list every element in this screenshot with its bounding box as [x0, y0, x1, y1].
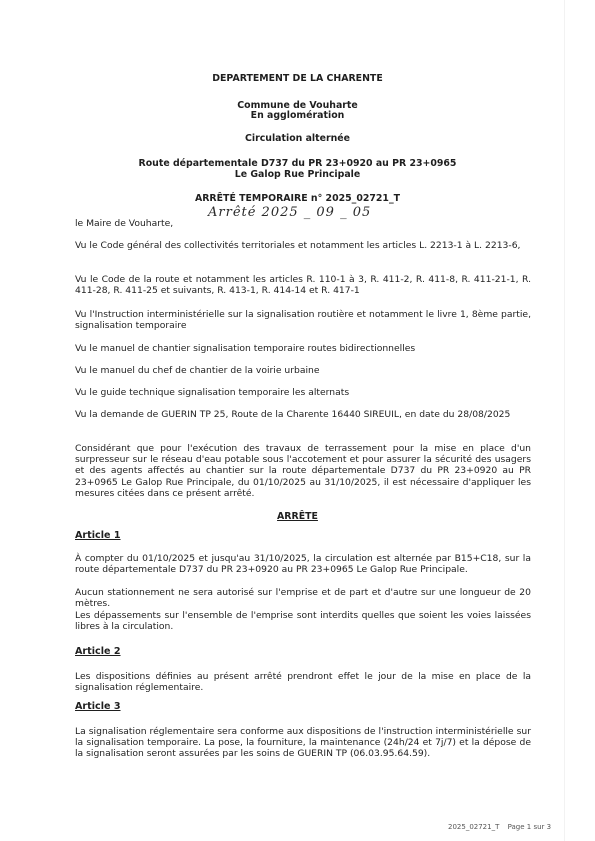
page-footer	[448, 823, 557, 831]
footer-reference: 2025_02721_T	[448, 823, 500, 831]
vu-paragraph: Vu le manuel du chef de chantier de la voirie urbaine	[75, 365, 320, 376]
scan-edge	[564, 0, 565, 841]
arrete-title: ARRÊTÉ TEMPORAIRE n° 2025_02721_T	[194, 193, 401, 204]
article-3-title: Article 3	[75, 701, 121, 712]
commune-name: Commune de Vouharte	[237, 100, 358, 111]
vu-paragraph: Vu la demande de GUERIN TP 25, Route de la Charente 16440 SIREUIL, en date du 28/08/2025	[75, 409, 511, 420]
article-1-title: Article 1	[75, 530, 121, 541]
article-3-paragraph: La signalisation réglementaire sera conforme aux dispositions de l'instruction interministérielle sur la signalisation temporaire. La pose, la fourniture, la maintenance (24h/24 et 7j/7) et la dépose de la signalisation seront assurées par les soins de GUERIN TP (06.03.95.64.59).	[75, 726, 531, 760]
vu-paragraph: Vu le manuel de chantier signalisation temporaire routes bidirectionnelles	[75, 343, 416, 354]
considerant-paragraph: Considérant que pour l'exécution des travaux de terrassement pour la mise en place d'un surpresseur sur le réseau d'eau potable sous l'accotement et pour assurer la sécurité des usagers et des agents affectés au chantier sur la route départementale D737 du PR 23+0920 au PR 23+0965 Le Galop Rue Principale, du 01/10/2025 au 31/10/2025, il est nécessaire d'appliquer les mesures citées dans ce présent arrêté.	[75, 443, 531, 499]
vu-paragraph: Vu le guide technique signalisation temporaire les alternats	[75, 387, 350, 398]
article-1-paragraph: Les dépassements sur l'ensemble de l'emprise sont interdits quelles que soient les voies laissées libres à la circulation.	[75, 610, 531, 633]
place-label: Le Galop Rue Principale	[234, 169, 361, 180]
article-1-paragraph: Aucun stationnement ne sera autorisé sur l'emprise et de part et d'autre sur une longueur de 20 mètres.	[75, 587, 531, 610]
arrete-heading: ARRÊTE	[277, 511, 318, 522]
route-label: Route départementale D737 du PR 23+0920 au PR 23+0965	[138, 158, 457, 169]
vu-paragraph: Vu le Code de la route et notamment les articles R. 110-1 à 3, R. 411-2, R. 411-8, R. 411-21-1, R. 411-28, R. 411-25 et suivants, R. 413-1, R. 414-14 et R. 417-1	[75, 274, 531, 297]
handwritten-stamp: Arrêté 2025 _ 09 _ 05	[208, 205, 372, 220]
article-2-title: Article 2	[75, 646, 121, 657]
footer-page-number: Page 1 sur 3	[507, 823, 552, 831]
vu-paragraph: Vu l'Instruction interministérielle sur la signalisation routière et notamment le livre 1, 8ème partie, signalisation temporaire	[75, 309, 531, 332]
department-heading: DEPARTEMENT DE LA CHARENTE	[212, 73, 383, 84]
article-1-paragraph: À compter du 01/10/2025 et jusqu'au 31/10/2025, la circulation est alternée par B15+C18, sur la route départementale D737 du PR 23+0920 au PR 23+0965 Le Galop Rue Principale.	[75, 553, 531, 576]
vu-paragraph: Vu le Code général des collectivités territoriales et notamment les articles L. 2213-1 à L. 2213-6,	[75, 240, 521, 251]
article-2-paragraph: Les dispositions définies au présent arrêté prendront effet le jour de la mise en place de la signalisation réglementaire.	[75, 671, 531, 694]
circulation-label: Circulation alternée	[245, 133, 350, 144]
maire-line: le Maire de Vouharte,	[75, 218, 174, 229]
zone-label: En agglomération	[250, 110, 345, 121]
